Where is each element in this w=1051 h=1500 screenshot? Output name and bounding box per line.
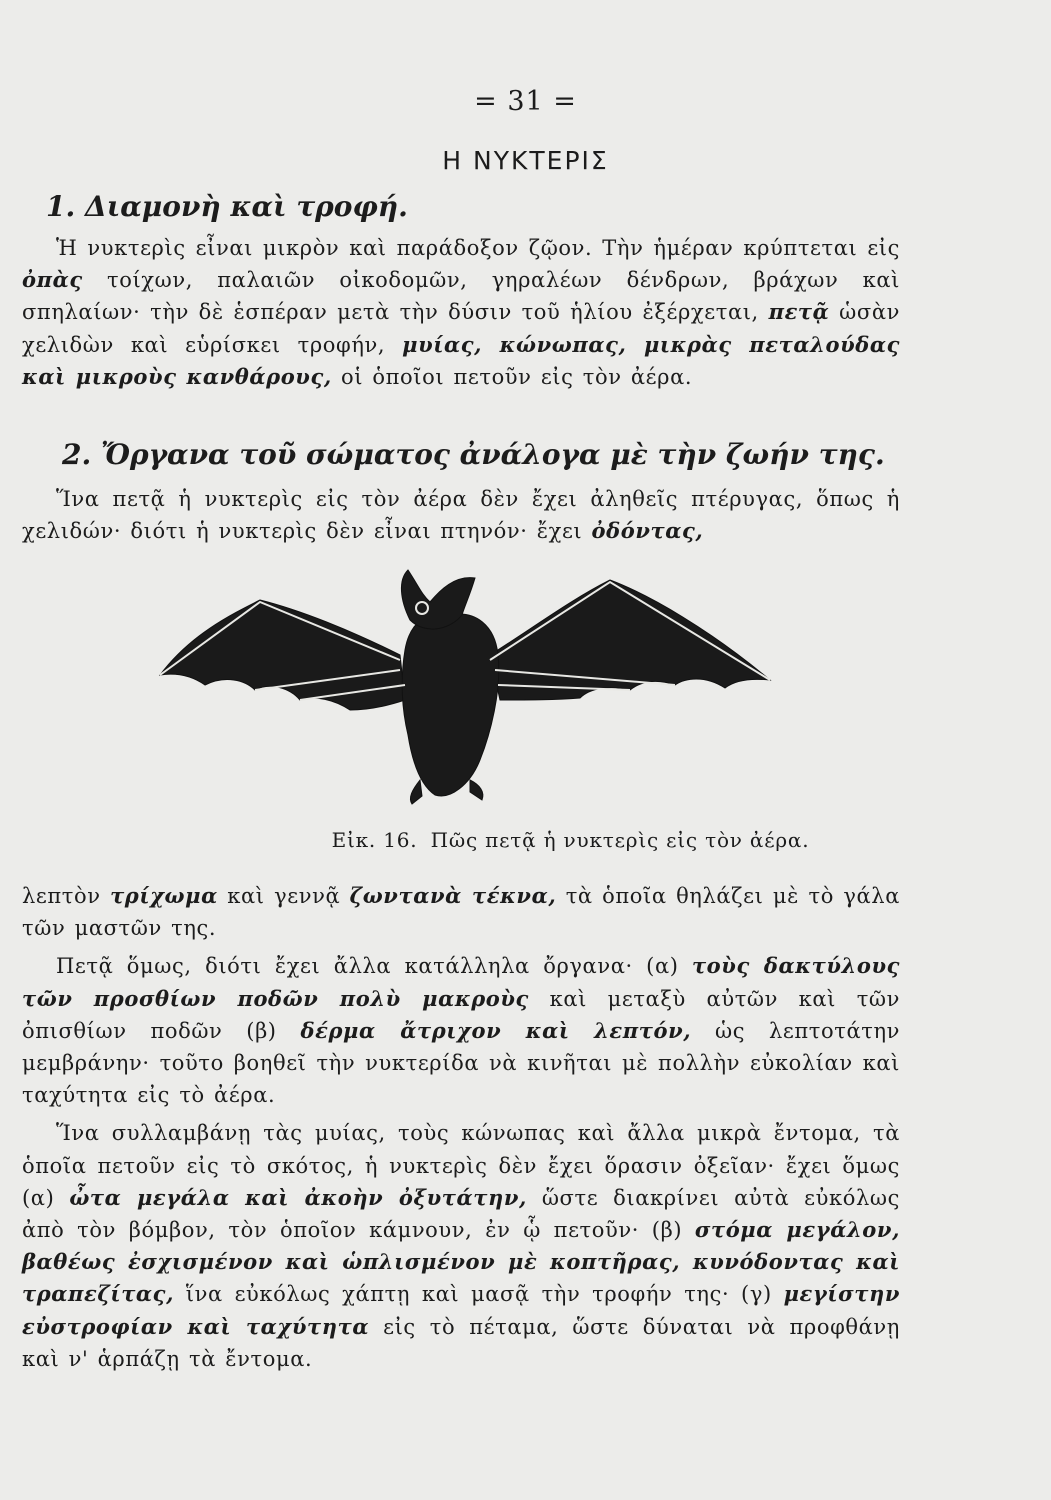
text: καὶ μεταξὺ αὐτῶν καὶ τῶν ὀπισθίων ποδῶν (β) [22,986,900,1043]
text: Ἡ νυκτερὶς εἶναι μικρὸν καὶ παράδοξον ζῷον. Τὴν ἡμέραν κρύπτεται εἰς [56,236,900,260]
emphasis: δέρμα ἄτριχον καὶ λεπτόν, [300,1017,692,1043]
text: τὰ ὁποῖα θηλάζει μὲ τὸ γάλα τῶν μαστῶν της. [22,884,900,941]
text: Ἵνα συλλαμβάνῃ τὰς μυίας, τοὺς κώνωπας καὶ ἄλλα μικρὰ ἔντομα, τὰ ὁποῖα πετοῦν εἰς τὸ σκότος, ἡ νυκτερὶς δὲν ἔχει ὅρασιν ὀξεῖαν· ἔχει ὅμως (α) [22,1121,900,1210]
paragraph [22,880,900,944]
text: καὶ γεννᾷ [217,884,350,908]
paragraph [22,950,900,1111]
section-1-body [22,232,900,393]
caption-text: Πῶς πετᾷ ἡ νυκτερὶς εἰς τὸν ἀέρα. [430,828,810,852]
left-wing [160,600,405,710]
text: εἰς τὸ πέταμα, ὥστε δύναται νὰ προφθάνῃ καὶ ν' ἁρπάζῃ τὰ ἔντομα. [22,1314,900,1371]
emphasis: ὀδόντας, [591,518,704,544]
text: ἵνα εὐκόλως χάπτῃ καὶ μασᾷ τὴν τροφήν της· (γ) [173,1282,784,1307]
text: λεπτὸν [22,884,111,908]
emphasis: μεγίστην εὐστροφίαν καὶ ταχύτητα [22,1281,900,1339]
section-2-heading: 2. Ὄργανα τοῦ σώματος ἀνάλογα μὲ τὴν ζωήν της. [62,438,885,471]
text: Ἵνα πετᾷ ἡ νυκτερὶς εἰς τὸν ἀέρα δὲν ἔχει ἀληθεῖς πτέρυγας, ὅπως ἡ χελιδών· διότι ἡ νυκτερὶς δὲν εἶναι πτηνόν· ἔχει [22,487,900,544]
emphasis: πετᾷ [768,299,830,325]
paragraph [22,1117,900,1375]
section-2-body [22,880,900,1375]
bat-foot [470,780,483,800]
text: ὡσὰν χελιδὼν καὶ εὑρίσκει τροφήν, [22,300,900,357]
chapter-title: Η ΝΥΚΤΕΡΙΣ [442,146,609,175]
text: οἱ ὁποῖοι πετοῦν εἰς τὸν ἀέρα. [331,364,693,389]
emphasis: στόμα μεγάλον, βαθέως ἐσχισμένον καὶ ὡπλισμένον μὲ κοπτῆρας, κυνόδοντας καὶ τραπεζίτας, [22,1217,900,1307]
emphasis: ὦτα μεγάλα καὶ ἀκοὴν ὀξυτάτην, [69,1184,527,1210]
paragraph [22,232,900,393]
emphasis: ὀπὰς [22,267,83,293]
emphasis: ζωντανὰ τέκνα, [349,883,557,908]
page-number: = 31 = [474,86,577,117]
text: ὥστε διακρίνει αὐτὰ εὐκόλως ἀπὸ τὸν βόμβον, τὸν ὁποῖον κάμνουν, ἐν ᾧ πετοῦν· (β) [22,1185,900,1243]
paragraph [22,483,900,547]
caption-label: Εἰκ. 16. [331,828,418,852]
text: Πετᾷ ὅμως, διότι ἔχει ἄλλα κατάλληλα ὄργανα· (α) [56,954,692,979]
bat-body [402,614,499,796]
text: ὡς λεπτοτάτην μεμβράνην· τοῦτο βοηθεῖ τὴν νυκτερίδα νὰ κινῆται μὲ πολλὴν εὐκολίαν καὶ ταχύτητα εἰς τὸ ἀέρα. [22,1018,900,1108]
emphasis: τοὺς δακτύλους τῶν προσθίων ποδῶν πολὺ μακροὺς [22,953,900,1011]
bat-illustration [150,560,790,825]
bat-foot [410,780,422,804]
section-1-heading: 1. Διαμονὴ καὶ τροφή. [46,190,408,223]
text: τοίχων, παλαιῶν οἰκοδομῶν, γηραλέων δένδρων, βράχων καὶ σπηλαίων· τὴν δὲ ἑσπέραν μετὰ τὴν δύσιν τοῦ ἡλίου ἐξέρχεται, [22,268,900,325]
section-2-intro [22,483,900,547]
emphasis: μυίας, κώνωπας, μικρὰς πεταλούδας καὶ μικροὺς κανθάρους, [22,331,900,389]
figure-caption [0,828,1051,852]
emphasis: τρίχωμα [110,883,218,908]
